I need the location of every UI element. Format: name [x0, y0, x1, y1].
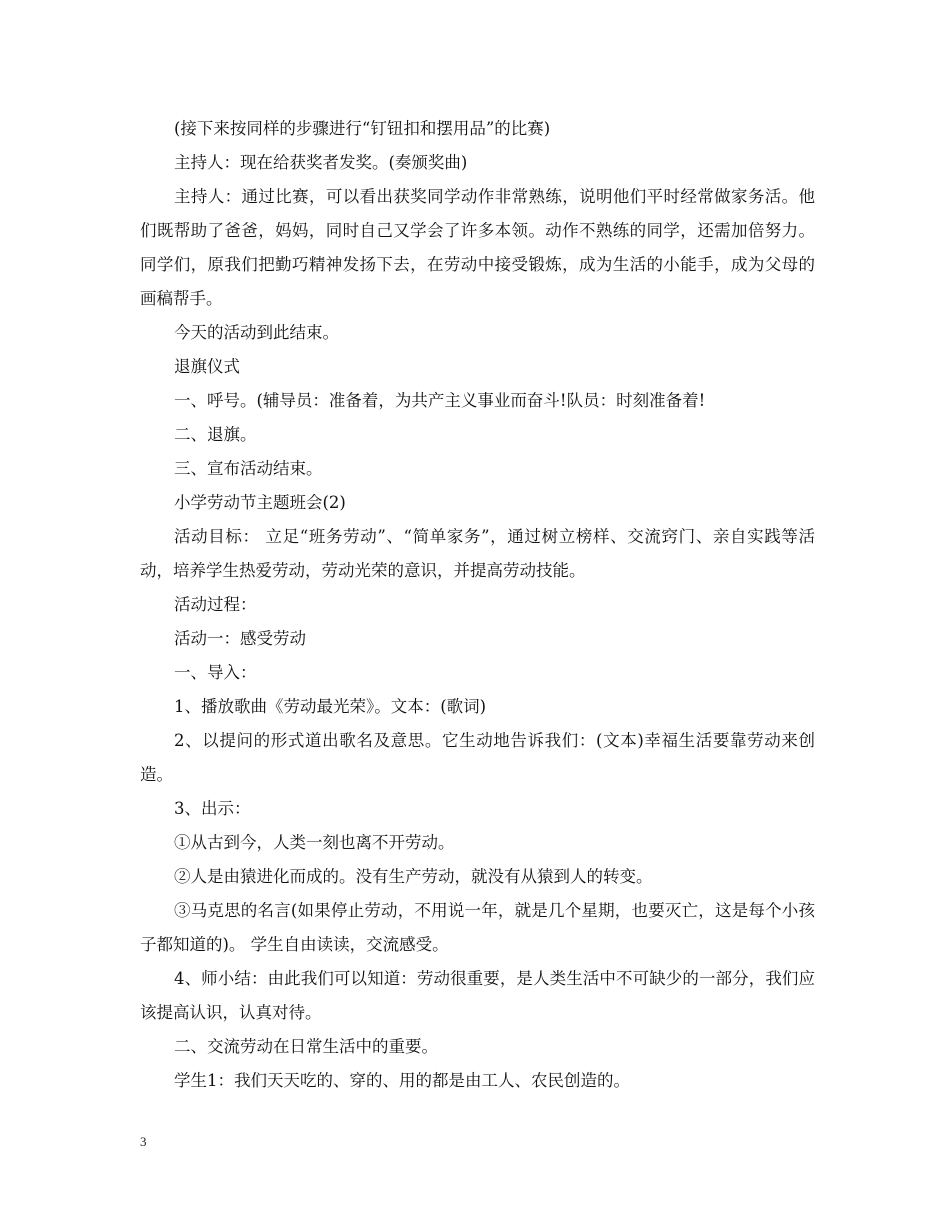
paragraph: 学生1：我们天天吃的、穿的、用的都是由工人、农民创造的。 [174, 1071, 630, 1090]
paragraph: 3、出示： [174, 799, 251, 818]
paragraph: 三、宣布活动结束。 [174, 459, 323, 478]
paragraph: 主持人：通过比赛，可以看出获奖同学动作非常熟练，说明他们平时经常做家务活。他们既帮助了爸爸，妈妈，同时自己又学会了许多本领。动作不熟练的同学，还需加倍努力。同学们，原我们把勤巧精神发扬下去，在劳动中接受锻炼，成为生活的小能手，成为父母的画稿帮手。 [140, 187, 815, 308]
paragraph: 活动一：感受劳动 [174, 629, 306, 648]
paragraph: 活动目标： 立足“班务劳动”、“简单家务”，通过树立榜样、交流窍门、亲自实践等活动，培养学生热爱劳动，劳动光荣的意识，并提高劳动技能。 [140, 527, 815, 580]
paragraph: 2、以提问的形式道出歌名及意思。它生动地告诉我们：(文本)幸福生活要靠劳动来创造。 [140, 731, 815, 784]
paragraph: 1、播放歌曲《劳动最光荣》。文本：(歌词) [174, 697, 487, 716]
document-body [140, 112, 815, 1098]
paragraph: 今天的活动到此结束。 [174, 323, 339, 342]
paragraph: (接下来按同样的步骤进行“钉钮扣和摆用品”的比赛) [174, 119, 551, 138]
paragraph: 一、呼号。(辅导员：准备着，为共产主义事业而奋斗!队员：时刻准备着! [174, 391, 706, 410]
paragraph: 二、交流劳动在日常生活中的重要。 [174, 1037, 438, 1056]
paragraph: 二、退旗。 [174, 425, 257, 444]
section-heading: 小学劳动节主题班会(2) [174, 493, 346, 512]
paragraph: 一、导入： [174, 663, 257, 682]
paragraph: ③马克思的名言(如果停止劳动，不用说一年，就是几个星期，也要灭亡，这是每个小孩子都知道的)。 学生自由读读，交流感受。 [140, 901, 815, 954]
page-number: 3 [140, 1134, 147, 1149]
paragraph: ②人是由猿进化而成的。没有生产劳动，就没有从猿到人的转变。 [174, 867, 653, 886]
paragraph: 活动过程： [174, 595, 257, 614]
paragraph: 主持人：现在给获奖者发奖。(奏颁奖曲) [174, 153, 468, 172]
section-heading: 退旗仪式 [174, 357, 240, 376]
paragraph: 4、师小结：由此我们可以知道：劳动很重要，是人类生活中不可缺少的一部分，我们应该提高认识，认真对待。 [140, 969, 815, 1022]
paragraph: ①从古到今，人类一刻也离不开劳动。 [174, 833, 455, 852]
